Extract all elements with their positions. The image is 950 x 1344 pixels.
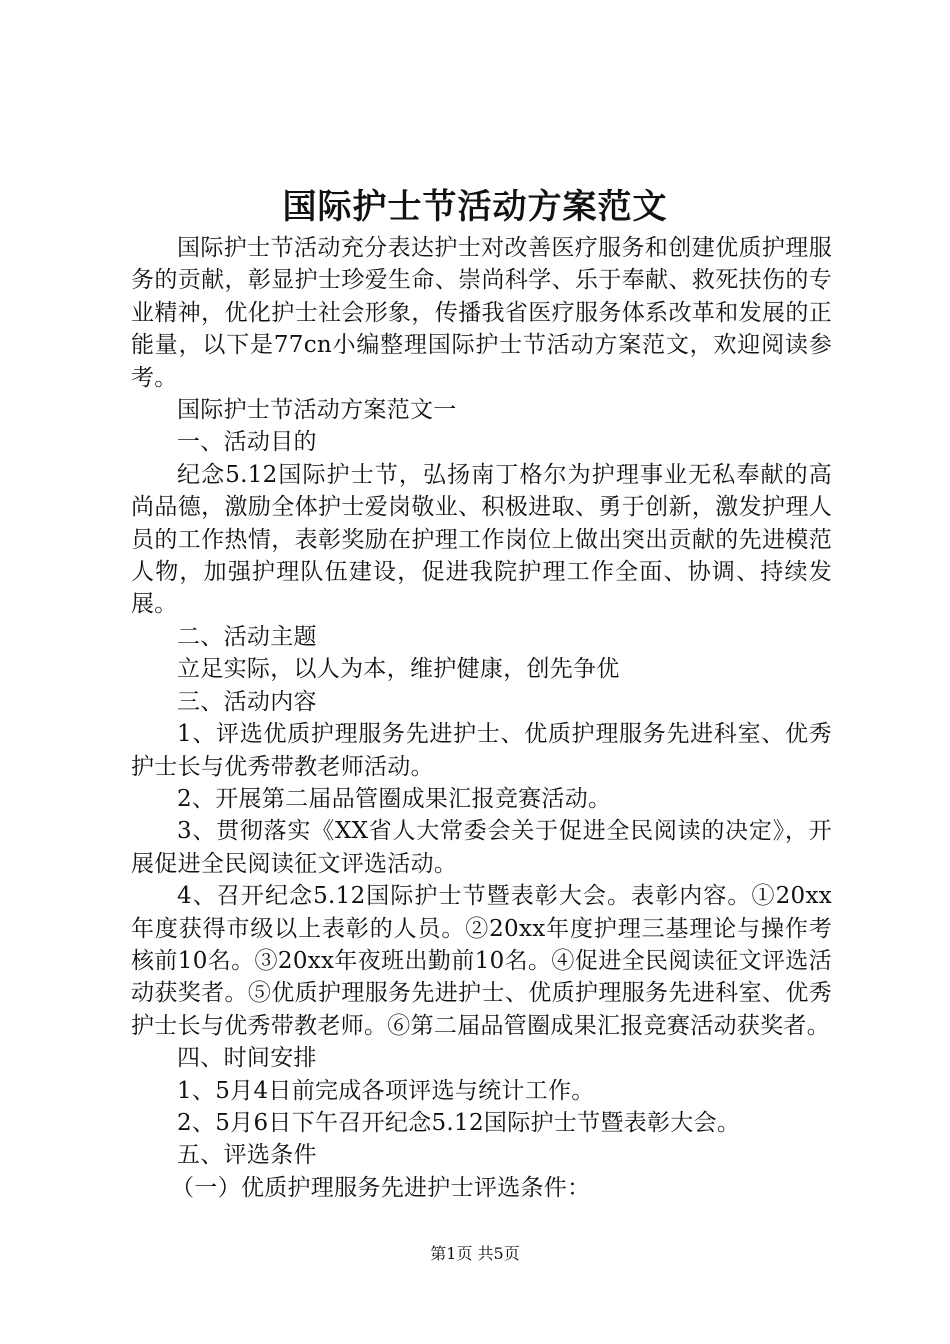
subsection-heading: （一）优质护理服务先进护士评选条件： <box>171 1174 591 1201</box>
intro-paragraph: 国际护士节活动充分表达护士对改善医疗服务和创建优质护理服务的贡献，彰显护士珍爱生命、崇尚科学、乐于奉献、救死扶伤的专业精神，优化护士社会形象，传播我省医疗服务体系改革和发展的正能量，以下是77cn小编整理国际护士节活动方案范文，欢迎阅读参考。 <box>131 235 832 391</box>
list-item: 4、召开纪念5.12国际护士节暨表彰大会。表彰内容。①20xx年度获得市级以上表彰的人员。②20xx年度护理三基理论与操作考核前10名。③20xx年夜班出勤前10名。④促进全民阅读征文评选活动获奖者。⑤优质护理服务先进护士、优质护理服务先进科室、优秀护士长与优秀带教老师。⑥第二届品管圈成果汇报竞赛活动获奖者。 <box>131 883 832 1039</box>
document-title: 国际护士节活动方案范文 <box>282 187 668 227</box>
list-item: 2、5月6日下午召开纪念5.12国际护士节暨表彰大会。 <box>177 1109 741 1136</box>
list-item: 1、5月4日前完成各项评选与统计工作。 <box>177 1077 595 1104</box>
section-heading: 一、活动目的 <box>177 429 317 456</box>
section-heading: 三、活动内容 <box>177 688 317 715</box>
section-heading: 五、评选条件 <box>177 1142 317 1169</box>
section-heading: 二、活动主题 <box>177 623 317 650</box>
section-heading: 国际护士节活动方案范文一 <box>177 397 457 424</box>
document-body <box>131 232 832 1204</box>
section-heading: 四、时间安排 <box>177 1045 317 1072</box>
list-item: 1、评选优质护理服务先进护士、优质护理服务先进科室、优秀护士长与优秀带教老师活动。 <box>131 721 832 780</box>
list-item: 2、开展第二届品管圈成果汇报竞赛活动。 <box>177 785 612 812</box>
body-paragraph: 立足实际，以人为本，维护健康，创先争优 <box>177 656 620 683</box>
body-paragraph: 纪念5.12国际护士节，弘扬南丁格尔为护理事业无私奉献的高尚品德，激励全体护士爱岗敬业、积极进取、勇于创新，激发护理人员的工作热情，表彰奖励在护理工作岗位上做出突出贡献的先进模范人物，加强护理队伍建设，促进我院护理工作全面、协调、持续发展。 <box>131 461 832 618</box>
page-number-footer: 第1页 共5页 <box>430 1244 520 1263</box>
list-item: 3、贯彻落实《XX省人大常委会关于促进全民阅读的决定》，开展促进全民阅读征文评选活动。 <box>131 818 832 877</box>
